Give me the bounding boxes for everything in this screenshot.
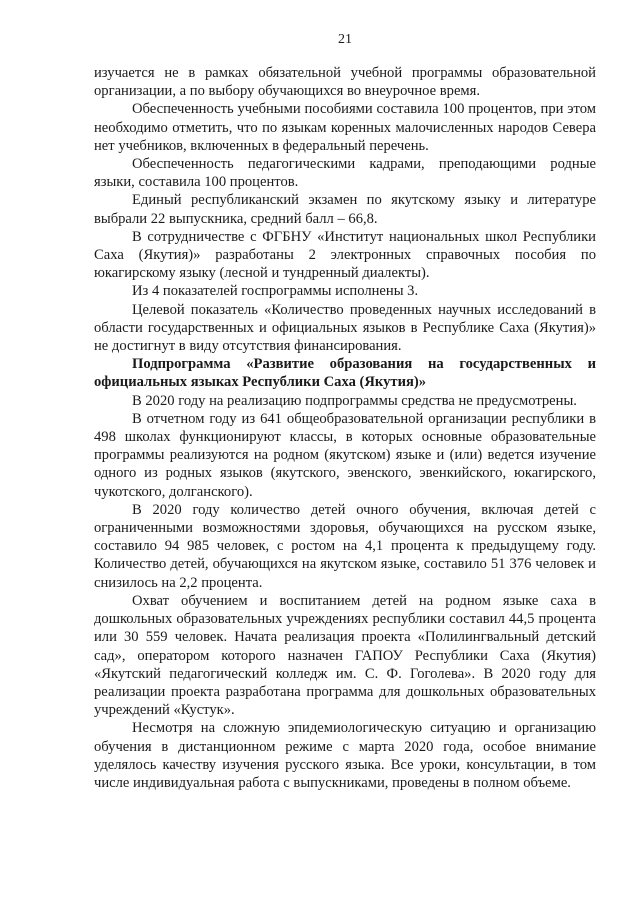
paragraph: В 2020 году на реализацию подпрограммы средства не предусмотрены. [132,392,577,409]
body-text [94,64,596,792]
paragraph: Обеспеченность педагогическими кадрами, преподающими родные языки, составила 100 процентов. [94,156,596,191]
paragraph: Из 4 показателей госпрограммы исполнены 3. [132,283,419,300]
page-number: 21 [338,32,352,47]
paragraph: Обеспеченность учебными пособиями составила 100 процентов, при этом необходимо отметить, что по языкам коренных малочисленных народов Севера нет учебников, включенных в федеральный перечень. [94,101,596,154]
paragraph: Несмотря на сложную эпидемиологическую ситуацию и организацию обучения в дистанционном режиме с марта 2020 года, особое внимание уделялось качеству изучения русского языка. Все уроки, консультации, в том числе индивидуальная работа с выпускниками, проведены в полном объеме. [94,720,596,791]
paragraph: Охват обучением и воспитанием детей на родном языке саха в дошкольных образовательных учреждениях республики составил 44,5 процента или 30 559 человек. Начата реализация проекта «Полилингвальный детский сад», оператором которого назначен ГАПОУ Республики Саха (Якутия) «Якутский педагогический колледж им. С. Ф. Гоголева». В 2020 году для реализации проекта разработана программа для дошкольных образовательных учреждений «Кустук». [94,592,596,719]
paragraph-continuation: изучается не в рамках обязательной учебной программы образовательной организации, а по выбору обучающихся во внеурочное время. [94,65,596,100]
paragraph: В 2020 году количество детей очного обучения, включая детей с ограниченными возможностями здоровья, обучающихся на русском языке, составило 94 985 человек, с ростом на 4,1 процента к предыдущему году. Количество детей, обучающихся на якутском языке, составило 51 376 человек и снизилось на 2,2 процента. [94,501,596,591]
paragraph: Единый республиканский экзамен по якутскому языку и литературе выбрали 22 выпускника, средний балл – 66,8. [94,192,596,227]
paragraph: В сотрудничестве с ФГБНУ «Институт национальных школ Республики Саха (Якутия)» разработаны 2 электронных справочных пособия по юкагирскому языку (лесной и тундренный диалекты). [94,228,596,282]
paragraph: В отчетном году из 641 общеобразовательной организации республики в 498 школах функционируют классы, в которых основные образовательные программы реализуются на родном (якутском) языке и (или) ведется изучение одного из родных языков (якутского, эвенского, эвенкийского, юкагирского, чукотского, долганского). [94,410,596,500]
paragraph: Целевой показатель «Количество проведенных научных исследований в области государственных и официальных языков в Республике Саха (Якутия)» не достигнут в виду отсутствия финансирования. [94,301,596,355]
subprogram-heading: Подпрограмма «Развитие образования на государственных и официальных языках Республики Саха (Якутия)» [94,356,596,391]
